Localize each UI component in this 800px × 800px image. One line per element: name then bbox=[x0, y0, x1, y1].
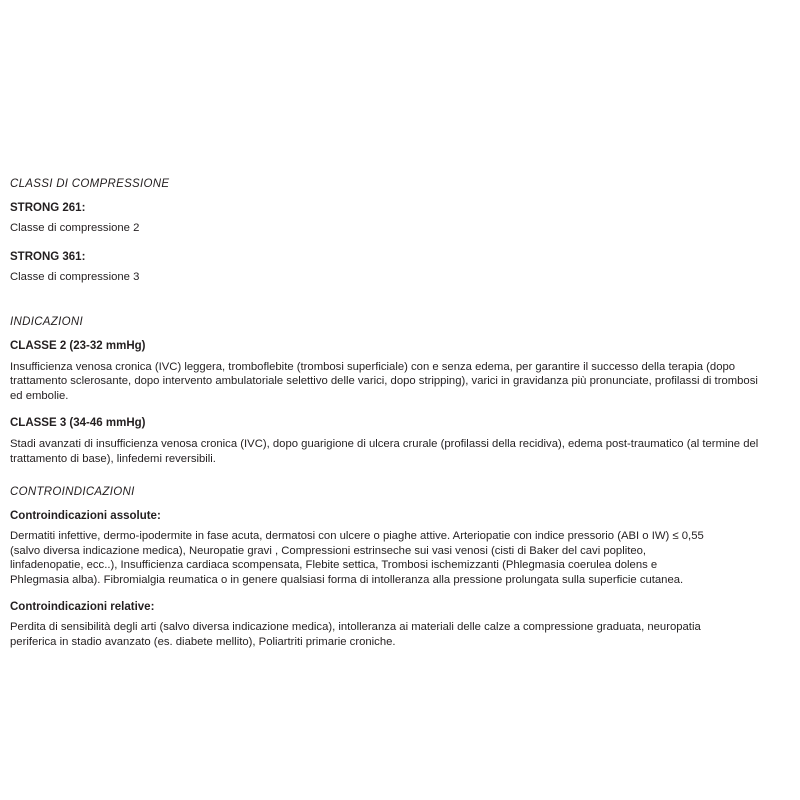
item-text-controindicazioni-relative: Perdita di sensibilità degli arti (salvo diversa indicazione medica), intolleranza ai materiali delle calze a compressione graduata, neuropatia periferica in stadio avanzato (es. diabete mellito), Poliartriti primarie croniche. bbox=[10, 620, 701, 648]
section-indicazioni bbox=[10, 316, 772, 466]
item-label-controindicazioni-relative: Controindicazioni relative: bbox=[10, 601, 155, 614]
section-heading-classi: CLASSI DI COMPRESSIONE bbox=[10, 178, 170, 190]
section-classi-di-compressione bbox=[10, 178, 772, 285]
spacer-after-indicazioni bbox=[10, 478, 772, 486]
item-text-classe-2: Insufficienza venosa cronica (IVC) leggera, tromboflebite (trombosi superficiale) con e senza edema, per garantire il successo della terapia (dopo trattamento sclerosante, dopo intervento ambulatoriale selettivo delle varici, dopo stripping), varici in gravidanza più pronunciate, profilassi di trombosi ed embolie. bbox=[10, 360, 758, 403]
spacer-after-classi bbox=[10, 299, 772, 316]
item-text-strong-261: Classe di compressione 2 bbox=[10, 222, 140, 235]
item-text-classe-3: Stadi avanzati di insufficienza venosa cronica (IVC), dopo guarigione di ulcera crurale (profilassi della recidiva), edema post-traumatico (al termine del trattamento di base), linfedemi reversibili. bbox=[10, 437, 759, 465]
item-text-controindicazioni-assolute: Dermatiti infettive, dermo-ipodermite in fase acuta, dermatosi con ulcere o piaghe attive. Arteriopatie con indice pressorio (ABI o IW) ≤ 0,55 (salvo diversa indicazione medica), Neuropatie gravi , Compressioni estrinseche sui vasi venosi (cisti di Baker del cavi popliteo, linfadenopatie, ecc..), Insufficienza cardiaca scompensata, Flebite settica, Trombosi ischemizzanti (Phlegmasia coerulea dolens e Phlegmasia alba). Fibromialgia reumatica o in genere qualsiasi forma di intolleranza alla pressione prolungata sulla superficie cutanea. bbox=[10, 529, 704, 587]
section-heading-indicazioni: INDICAZIONI bbox=[10, 316, 83, 329]
item-label-classe-2: CLASSE 2 (23-32 mmHg) bbox=[10, 340, 146, 353]
section-heading-controindicazioni: CONTROINDICAZIONI bbox=[10, 486, 135, 499]
item-label-strong-361: STRONG 361: bbox=[10, 251, 86, 264]
item-label-controindicazioni-assolute: Controindicazioni assolute: bbox=[10, 510, 161, 523]
section-controindicazioni bbox=[10, 486, 772, 649]
item-label-classe-3: CLASSE 3 (34-46 mmHg) bbox=[10, 417, 146, 430]
item-label-strong-261: STRONG 261: bbox=[10, 201, 86, 214]
item-text-strong-361: Classe di compressione 3 bbox=[10, 271, 140, 284]
